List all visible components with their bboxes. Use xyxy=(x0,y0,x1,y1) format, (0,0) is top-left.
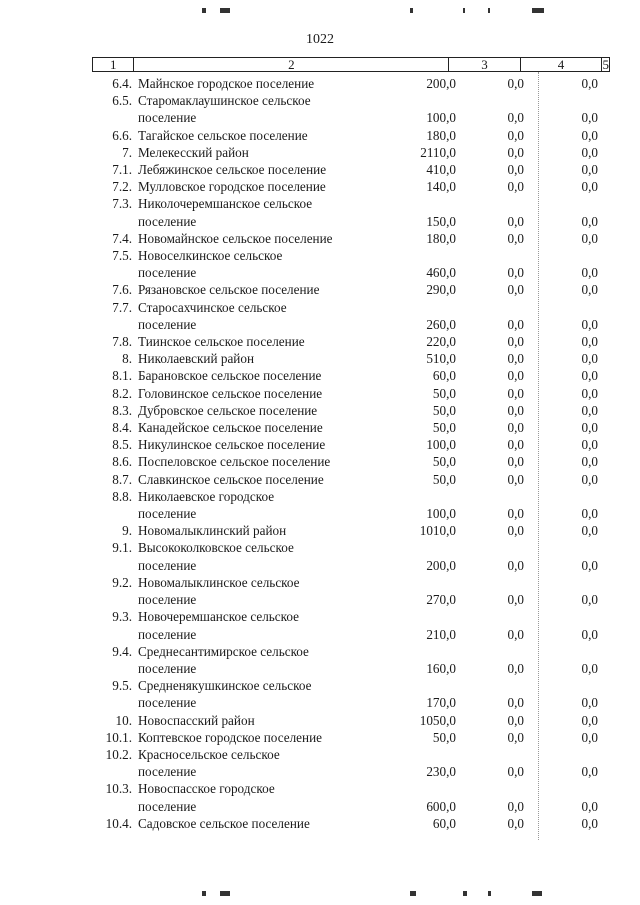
row-value-col4: 0,0 xyxy=(507,76,524,91)
page-number: 1022 xyxy=(306,32,334,47)
row-value-col5: 0,0 xyxy=(581,523,598,539)
table-row xyxy=(92,574,610,608)
row-number: 7.5. xyxy=(112,248,132,264)
row-value-col4: 0,0 xyxy=(507,368,524,384)
row-value-col4: 0,0 xyxy=(507,764,524,780)
header-col-5: 5 xyxy=(602,57,609,72)
scan-artifacts-bottom xyxy=(0,887,640,899)
row-number: 10.3. xyxy=(105,781,132,797)
row-name: Средненякушкинское сельское поселение xyxy=(138,678,312,711)
row-value-col3: 410,0 xyxy=(426,162,456,178)
row-number: 8.8. xyxy=(112,488,132,504)
row-value-col4: 0,0 xyxy=(507,506,524,522)
row-value-col4: 0,0 xyxy=(507,144,524,160)
row-name: Старомаклаушинское сельское поселение xyxy=(138,93,311,126)
row-value-col3: 220,0 xyxy=(426,334,456,350)
table-row xyxy=(92,436,610,453)
row-value-col3: 200,0 xyxy=(426,76,456,91)
row-value-col5: 0,0 xyxy=(581,592,598,608)
table-row xyxy=(92,367,610,384)
row-number: 8.4. xyxy=(112,420,132,436)
row-name: Николаевское городское поселение xyxy=(138,488,275,522)
row-value-col4: 0,0 xyxy=(507,523,524,539)
scan-artifacts-top xyxy=(0,4,640,16)
row-name: Мулловское городское поселение xyxy=(138,179,326,195)
table-row xyxy=(92,350,610,367)
row-value-col5: 0,0 xyxy=(581,230,598,246)
row-name: Новомалыклинский район xyxy=(138,523,287,539)
row-value-col4: 0,0 xyxy=(507,213,524,229)
row-value-col4: 0,0 xyxy=(507,729,524,745)
row-value-col3: 230,0 xyxy=(426,764,456,780)
table-body xyxy=(92,75,610,832)
row-value-col3: 140,0 xyxy=(426,179,456,195)
table-row xyxy=(92,608,610,642)
row-value-col3: 100,0 xyxy=(426,437,456,453)
row-number: 10. xyxy=(115,712,132,728)
row-value-col5: 0,0 xyxy=(581,626,598,642)
header-col-1: 1 xyxy=(93,58,134,71)
row-number: 9.1. xyxy=(112,540,132,556)
row-number: 9.3. xyxy=(112,609,132,625)
row-name: Садовское сельское поселение xyxy=(138,815,310,831)
row-value-col3: 170,0 xyxy=(426,695,456,711)
row-number: 7.8. xyxy=(112,334,132,350)
row-value-col3: 460,0 xyxy=(426,265,456,281)
row-number: 8. xyxy=(122,351,132,367)
row-value-col5: 0,0 xyxy=(581,127,598,143)
row-number: 8.7. xyxy=(112,471,132,487)
row-number: 6.4. xyxy=(112,76,132,91)
row-number: 7.3. xyxy=(112,196,132,212)
row-name: Славкинское сельское поселение xyxy=(138,471,324,487)
table-row xyxy=(92,127,610,144)
row-value-col5: 0,0 xyxy=(581,815,598,831)
row-value-col4: 0,0 xyxy=(507,815,524,831)
row-value-col4: 0,0 xyxy=(507,420,524,436)
table-row xyxy=(92,402,610,419)
row-value-col3: 60,0 xyxy=(432,368,456,384)
table-row xyxy=(92,471,610,488)
table-row xyxy=(92,178,610,195)
row-number: 8.2. xyxy=(112,385,132,401)
row-name: Новочеремшанское сельское поселение xyxy=(138,609,300,642)
row-value-col5: 0,0 xyxy=(581,437,598,453)
row-number: 7.1. xyxy=(112,162,132,178)
row-number: 6.6. xyxy=(112,127,132,143)
table-row xyxy=(92,780,610,814)
row-number: 10.2. xyxy=(105,746,132,762)
row-value-col4: 0,0 xyxy=(507,798,524,814)
table-row xyxy=(92,281,610,298)
row-value-col4: 0,0 xyxy=(507,712,524,728)
row-value-col5: 0,0 xyxy=(581,351,598,367)
row-number: 7.2. xyxy=(112,179,132,195)
row-number: 9.2. xyxy=(112,574,132,590)
header-col-3: 3 xyxy=(449,58,520,71)
row-name: Николочеремшанское сельское поселение xyxy=(138,196,313,229)
row-value-col3: 50,0 xyxy=(432,420,456,436)
row-name: Новомайнское сельское поселение xyxy=(138,230,333,246)
row-value-col5: 0,0 xyxy=(581,420,598,436)
row-value-col4: 0,0 xyxy=(507,127,524,143)
row-value-col5: 0,0 xyxy=(581,76,598,91)
table-row xyxy=(92,815,610,832)
row-number: 7. xyxy=(122,144,132,160)
table-header-row xyxy=(92,57,610,72)
row-name: Новоселкинское сельское поселение xyxy=(138,248,283,281)
table-row xyxy=(92,712,610,729)
row-value-col4: 0,0 xyxy=(507,437,524,453)
row-value-col4: 0,0 xyxy=(507,557,524,573)
row-value-col5: 0,0 xyxy=(581,454,598,470)
row-number: 10.1. xyxy=(105,729,132,745)
row-name: Канадейское сельское поселение xyxy=(138,420,323,436)
row-value-col4: 0,0 xyxy=(507,179,524,195)
row-value-col4: 0,0 xyxy=(507,660,524,676)
row-value-col4: 0,0 xyxy=(507,454,524,470)
row-number: 10.4. xyxy=(105,815,132,831)
row-number: 9.5. xyxy=(112,678,132,694)
table-row xyxy=(92,247,610,281)
row-value-col4: 0,0 xyxy=(507,334,524,350)
table-row xyxy=(92,488,610,522)
row-name: Майнское городское поселение xyxy=(138,76,315,91)
row-value-col3: 50,0 xyxy=(432,402,456,418)
table-row xyxy=(92,144,610,161)
row-name: Новомалыклинское сельское поселение xyxy=(138,574,300,608)
row-name: Мелекесский район xyxy=(138,144,249,160)
table-row xyxy=(92,161,610,178)
row-value-col3: 100,0 xyxy=(426,506,456,522)
row-value-col3: 1050,0 xyxy=(419,712,456,728)
row-value-col3: 200,0 xyxy=(426,557,456,573)
row-value-col4: 0,0 xyxy=(507,230,524,246)
table-row xyxy=(92,299,610,333)
row-value-col4: 0,0 xyxy=(507,402,524,418)
table-row xyxy=(92,195,610,229)
table-row xyxy=(92,539,610,573)
header-col-2: 2 xyxy=(134,58,449,71)
row-value-col4: 0,0 xyxy=(507,592,524,608)
row-value-col4: 0,0 xyxy=(507,626,524,642)
header-col-4: 4 xyxy=(521,58,603,71)
row-number: 8.5. xyxy=(112,437,132,453)
row-value-col5: 0,0 xyxy=(581,712,598,728)
row-value-col5: 0,0 xyxy=(581,729,598,745)
row-value-col3: 510,0 xyxy=(426,351,456,367)
row-value-col5: 0,0 xyxy=(581,764,598,780)
table-row xyxy=(92,677,610,711)
row-number: 7.7. xyxy=(112,299,132,315)
row-value-col5: 0,0 xyxy=(581,368,598,384)
row-value-col3: 2110,0 xyxy=(420,144,456,160)
row-value-col3: 60,0 xyxy=(432,815,456,831)
row-value-col4: 0,0 xyxy=(507,282,524,298)
row-value-col3: 50,0 xyxy=(432,454,456,470)
row-value-col4: 0,0 xyxy=(507,351,524,367)
row-value-col5: 0,0 xyxy=(581,110,598,126)
row-number: 8.6. xyxy=(112,454,132,470)
row-name: Тагайское сельское поселение xyxy=(138,127,308,143)
row-value-col3: 1010,0 xyxy=(419,523,456,539)
row-name: Старосахчинское сельское поселение xyxy=(138,299,287,332)
row-value-col5: 0,0 xyxy=(581,144,598,160)
row-number: 6.5. xyxy=(112,93,132,109)
row-value-col4: 0,0 xyxy=(507,385,524,401)
row-value-col5: 0,0 xyxy=(581,213,598,229)
row-value-col5: 0,0 xyxy=(581,402,598,418)
row-number: 9. xyxy=(122,523,132,539)
row-value-col3: 50,0 xyxy=(432,385,456,401)
row-value-col3: 50,0 xyxy=(432,471,456,487)
row-number: 9.4. xyxy=(112,643,132,659)
table-row xyxy=(92,333,610,350)
row-value-col5: 0,0 xyxy=(581,385,598,401)
row-value-col4: 0,0 xyxy=(507,471,524,487)
row-value-col3: 600,0 xyxy=(426,798,456,814)
row-value-col5: 0,0 xyxy=(581,506,598,522)
row-value-col3: 160,0 xyxy=(426,660,456,676)
row-value-col4: 0,0 xyxy=(507,265,524,281)
row-value-col3: 290,0 xyxy=(426,282,456,298)
row-name: Среднесантимирское сельское поселение xyxy=(138,643,309,676)
row-value-col5: 0,0 xyxy=(581,695,598,711)
row-value-col5: 0,0 xyxy=(581,162,598,178)
row-value-col3: 180,0 xyxy=(426,127,456,143)
table-row xyxy=(92,419,610,436)
row-name: Головинское сельское поселение xyxy=(138,385,323,401)
table-row xyxy=(92,230,610,247)
row-value-col3: 210,0 xyxy=(426,626,456,642)
table-row xyxy=(92,92,610,126)
row-value-col3: 50,0 xyxy=(432,729,456,745)
row-name: Барановское сельское поселение xyxy=(138,368,322,384)
row-value-col4: 0,0 xyxy=(507,162,524,178)
row-name: Николаевский район xyxy=(138,351,255,367)
row-value-col5: 0,0 xyxy=(581,660,598,676)
row-name: Лебяжинское сельское поселение xyxy=(138,162,327,178)
row-name: Новоспасский район xyxy=(138,712,255,728)
row-value-col3: 100,0 xyxy=(426,110,456,126)
row-value-col3: 260,0 xyxy=(426,316,456,332)
row-value-col5: 0,0 xyxy=(581,798,598,814)
row-value-col3: 150,0 xyxy=(426,213,456,229)
row-value-col5: 0,0 xyxy=(581,316,598,332)
row-number: 8.3. xyxy=(112,402,132,418)
row-value-col4: 0,0 xyxy=(507,695,524,711)
row-name: Красносельское сельское поселение xyxy=(138,746,280,780)
table-row xyxy=(92,746,610,780)
table-row xyxy=(92,385,610,402)
row-name: Коптевское городское поселение xyxy=(138,729,322,745)
row-name: Дубровское сельское поселение xyxy=(138,402,318,418)
row-value-col5: 0,0 xyxy=(581,265,598,281)
row-value-col3: 180,0 xyxy=(426,230,456,246)
table-row xyxy=(92,643,610,677)
row-name: Новоспасское городское поселение xyxy=(138,781,275,814)
row-value-col5: 0,0 xyxy=(581,179,598,195)
row-value-col3: 270,0 xyxy=(426,592,456,608)
row-name: Рязановское сельское поселение xyxy=(138,282,320,298)
row-value-col5: 0,0 xyxy=(581,334,598,350)
row-value-col5: 0,0 xyxy=(581,471,598,487)
row-value-col4: 0,0 xyxy=(507,316,524,332)
row-name: Поспеловское сельское поселение xyxy=(138,454,331,470)
table-row xyxy=(92,75,610,92)
table-row xyxy=(92,453,610,470)
row-name: Никулинское сельское поселение xyxy=(138,437,326,453)
row-value-col4: 0,0 xyxy=(507,110,524,126)
row-number: 8.1. xyxy=(112,368,132,384)
row-name: Высококолковское сельское поселение xyxy=(138,540,294,573)
row-number: 7.6. xyxy=(112,282,132,298)
row-number: 7.4. xyxy=(112,230,132,246)
row-name: Тиинское сельское поселение xyxy=(138,334,305,350)
table-row xyxy=(92,522,610,539)
row-value-col5: 0,0 xyxy=(581,282,598,298)
table-row xyxy=(92,729,610,746)
row-value-col5: 0,0 xyxy=(581,557,598,573)
